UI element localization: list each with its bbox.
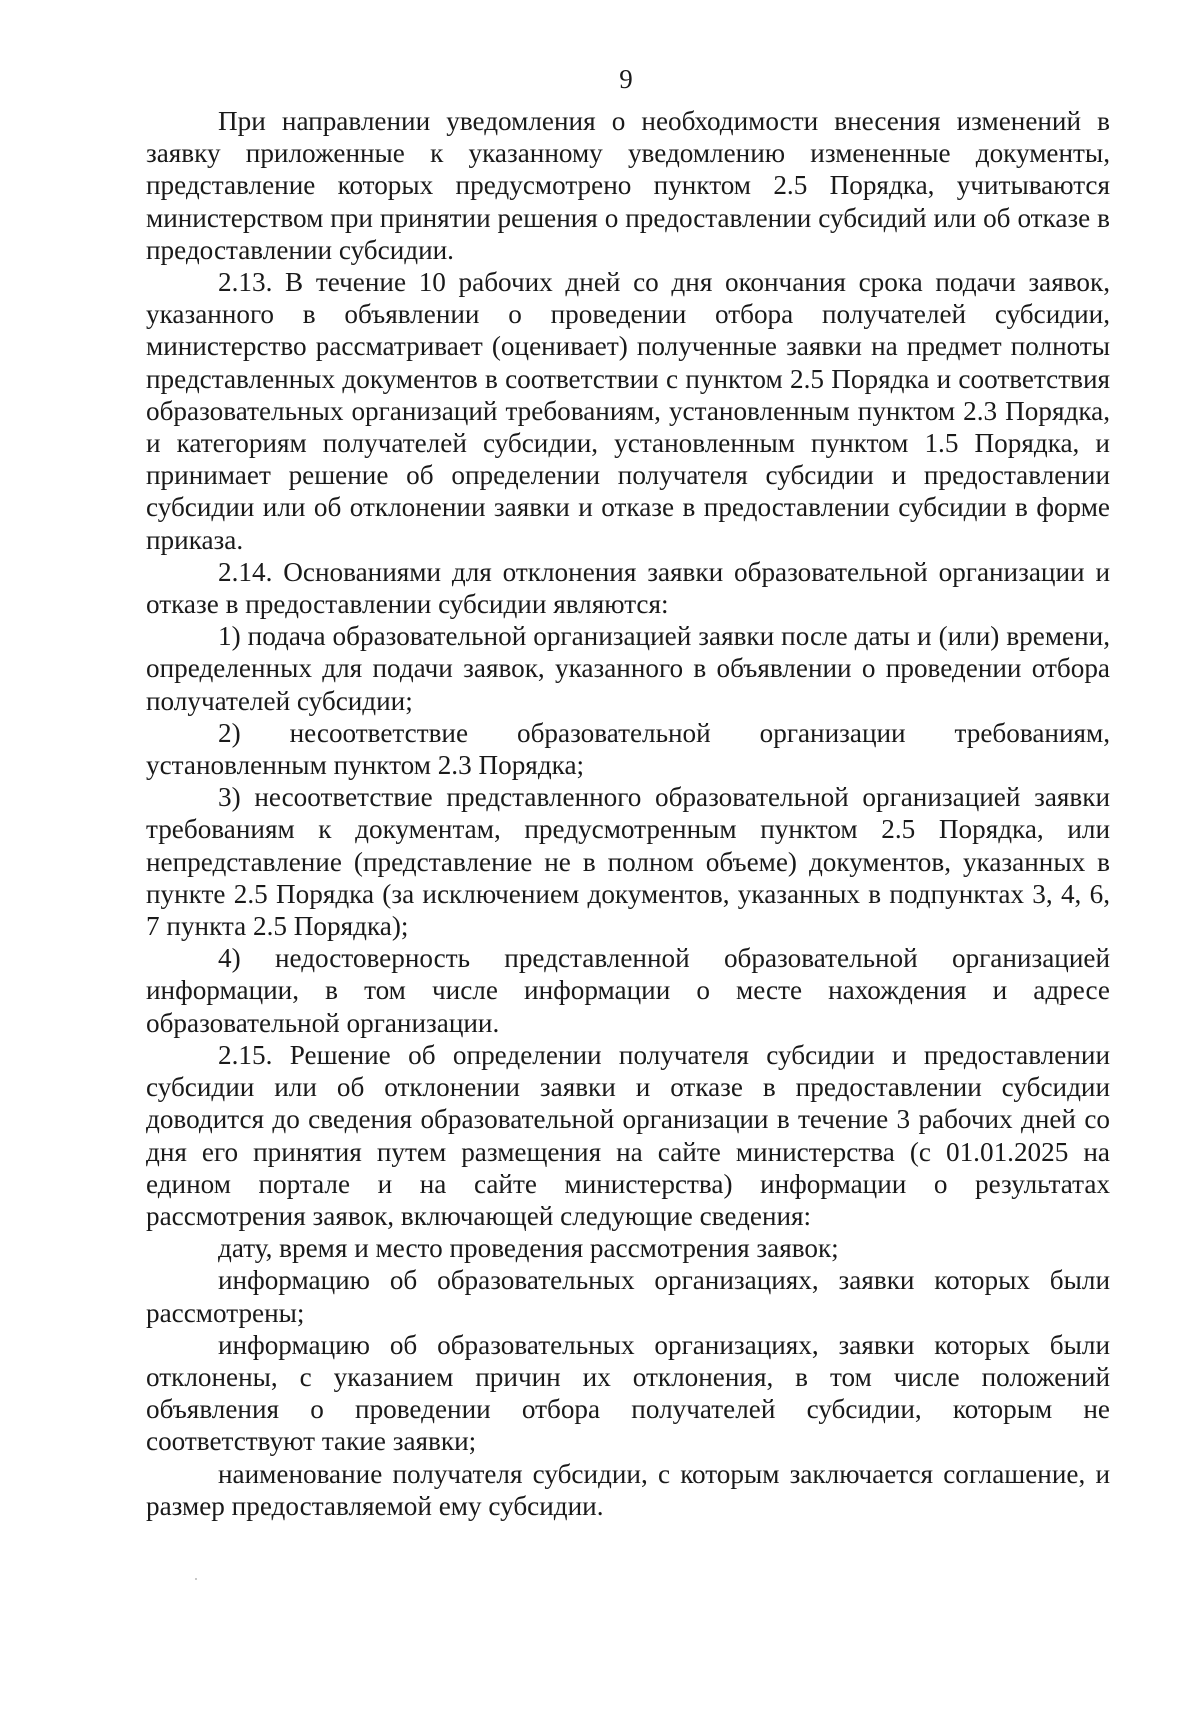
list-item-1: 1) подача образовательной организацией заявки после даты и (или) времени, определенных для подачи заявок, указанного в объявлении о проведении отбора получателей субсидии; [146,621,1110,716]
info-item-recipient: наименование получателя субсидии, с которым заключается соглашение, и размер предоставляемой ему субсидии. [146,1458,1110,1521]
document-body [146,105,1110,1522]
paragraph-amendment-notice: При направлении уведомления о необходимости внесения изменений в заявку приложенные к указанному уведомлению измененные документы, представление которых предусмотрено пунктом 2.5 Порядка, учитываются министерством при принятии решения о предоставлении субсидий или об отказе в предоставлении субсидии. [146,106,1110,265]
paragraph-2-14: 2.14. Основаниями для отклонения заявки образовательной организации и отказе в предоставлении субсидии являются: [146,556,1110,620]
list-item-2: 2) несоответствие образовательной организации требованиям, установленным пунктом 2.3 Порядка; [146,717,1110,781]
scan-artifact [195,1578,197,1580]
list-item-3: 3) несоответствие представленного образовательной организацией заявки требованиям к документам, предусмотренным пунктом 2.5 Порядка, или непредставление (представление не в полном объеме) документов, указанных в пункте 2.5 Порядка (за исключением документов, указанных в подпунктах 3, 4, 6, 7 пункта 2.5 Порядка); [146,782,1110,942]
info-item-date: дату, время и место проведения рассмотрения заявок; [218,1233,839,1264]
list-item-4: 4) недостоверность представленной образовательной организацией информации, в том числе информации о месте нахождения и адресе образовательной организации. [146,943,1110,1038]
info-item-rejected: информацию об образовательных организациях, заявки которых были отклонены, с указанием причин их отклонения, в том числе положений объявления о проведении отбора получателей субсидии, которым не соответствуют такие заявки; [146,1329,1110,1457]
page-number: 9 [619,64,633,94]
paragraph-2-15: 2.15. Решение об определении получателя субсидии и предоставлении субсидии или об отклонении заявки и отказе в предоставлении субсидии доводится до сведения образовательной организации в течение 3 рабочих дней со дня его принятия путем размещения на сайте министерства (с 01.01.2025 на едином портале и на сайте министерства) информации о результатах рассмотрения заявок, включающей следующие сведения: [146,1039,1110,1231]
info-item-reviewed: информацию об образовательных организациях, заявки которых были рассмотрены; [146,1265,1110,1328]
paragraph-2-13: 2.13. В течение 10 рабочих дней со дня окончания срока подачи заявок, указанного в объявлении о проведении отбора получателей субсидии, министерство рассматривает (оценивает) полученные заявки на предмет полноты представленных документов в соответствии с пунктом 2.5 Порядка и соответствия образовательных организаций требованиям, установленным пунктом 2.3 Порядка, и категориям получателей субсидии, установленным пунктом 1.5 Порядка, и принимает решение об определении получателя субсидии и предоставлении субсидии или об отклонении заявки и отказе в предоставлении субсидии в форме приказа. [146,267,1110,555]
